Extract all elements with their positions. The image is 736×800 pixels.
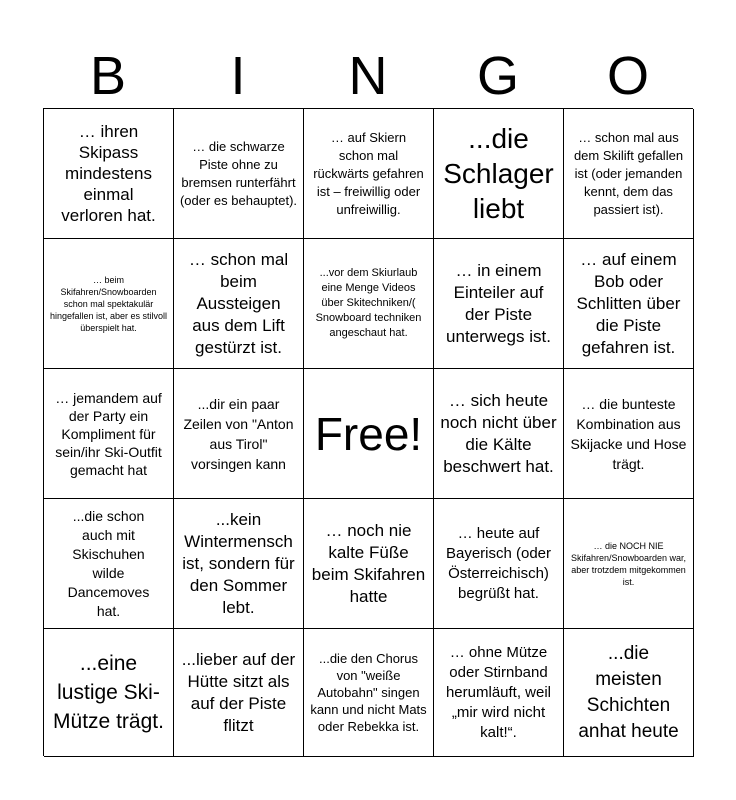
bingo-cell: [304, 239, 434, 369]
bingo-cell: [174, 109, 304, 239]
cell-text: … schon mal aus dem Skilift gefallen ist (oder jemanden kennt, dem das passiert ist).: [573, 129, 684, 217]
bingo-cell: [564, 629, 694, 757]
free-space-label: Free!: [314, 407, 423, 460]
cell-text: … die bunteste Kombination aus Skijacke und Hose trägt.: [570, 395, 687, 472]
cell-text: ...kein Wintermensch ist, sondern für den Sommer lebt.: [182, 509, 295, 617]
cell-text: ...dir ein paar Zeilen von "Anton aus Tirol" vorsingen kann: [183, 395, 294, 472]
bingo-cell: [564, 239, 694, 369]
cell-text: … sich heute noch nicht über die Kälte beschwert hat.: [440, 390, 557, 476]
cell-text: … beim Skifahren/Snowboarden schon mal spektakulär hingefallen ist, aber es stilvoll überspielt hat.: [49, 274, 168, 333]
free-space: [304, 369, 434, 499]
cell-text: ...die schon auch mit Skischuhen wilde Dancemoves hat.: [67, 507, 150, 619]
bingo-cell: [44, 629, 174, 757]
cell-text: ...vor dem Skiurlaub eine Menge Videos über Skitechniken/( Snowboard techniken angeschaut hat.: [315, 267, 422, 339]
cell-text: … in einem Einteiler auf der Piste unterwegs ist.: [446, 260, 551, 346]
cell-text: ...lieber auf der Hütte sitzt als auf der Piste flitzt: [181, 649, 296, 735]
bingo-cell: [44, 369, 174, 499]
cell-text: ...eine lustige Ski-Mütze trägt.: [53, 652, 164, 733]
cell-text: … die NOCH NIE Skifahren/Snowboarden war, aber trotzdem mitgekommen ist.: [570, 540, 687, 587]
bingo-cell: [44, 499, 174, 629]
title-letter-n: N: [348, 46, 388, 106]
bingo-cell: [304, 499, 434, 629]
cell-text: ...die Schlager liebt: [443, 123, 554, 224]
bingo-cell: [434, 499, 564, 629]
cell-text: … die schwarze Piste ohne zu bremsen runterfährt (oder es behauptet).: [179, 138, 298, 208]
title-letter-o: O: [606, 46, 649, 106]
cell-text: … jemandem auf der Party ein Kompliment für sein/ihr Ski-Outfit gemacht hat: [55, 389, 162, 478]
bingo-cell: [304, 109, 434, 239]
bingo-cell: [564, 109, 694, 239]
cell-text: … ihren Skipass mindestens einmal verloren hat.: [61, 122, 156, 225]
cell-text: ...die den Chorus von "weiße Autobahn" singen kann und nicht Mats oder Rebekka ist.: [310, 651, 427, 734]
bingo-cell: [174, 239, 304, 369]
bingo-cell: [434, 239, 564, 369]
cell-text: … ohne Mütze oder Stirnband herumläuft, weil „mir wird nicht kalt!“.: [445, 643, 552, 741]
bingo-cell: [434, 109, 564, 239]
bingo-cell: [564, 369, 694, 499]
cell-text: ...die meisten Schichten anhat heute: [578, 642, 679, 742]
bingo-cell: [174, 369, 304, 499]
bingo-cell: [434, 629, 564, 757]
title-letter-b: B: [89, 46, 127, 106]
bingo-cell: [44, 109, 174, 239]
bingo-cell: [44, 239, 174, 369]
cell-text: … auf einem Bob oder Schlitten über die Piste gefahren ist.: [576, 249, 681, 357]
bingo-cell: [304, 629, 434, 757]
bingo-title: [43, 44, 693, 108]
title-letter-i: I: [230, 46, 246, 106]
cell-text: … heute auf Bayerisch (oder Österreichisch) begrüßt hat.: [445, 524, 552, 602]
title-letter-g: G: [476, 46, 519, 106]
bingo-grid: [43, 108, 693, 756]
cell-text: … noch nie kalte Füße beim Skifahren hatte: [311, 520, 426, 606]
cell-text: … auf Skiern schon mal rückwärts gefahren ist – freiwillig oder unfreiwillig.: [313, 129, 424, 217]
bingo-cell: [564, 499, 694, 629]
bingo-cell: [434, 369, 564, 499]
bingo-cell: [174, 629, 304, 757]
bingo-cell: [174, 499, 304, 629]
cell-text: … schon mal beim Aussteigen aus dem Lift gestürzt ist.: [188, 249, 289, 357]
